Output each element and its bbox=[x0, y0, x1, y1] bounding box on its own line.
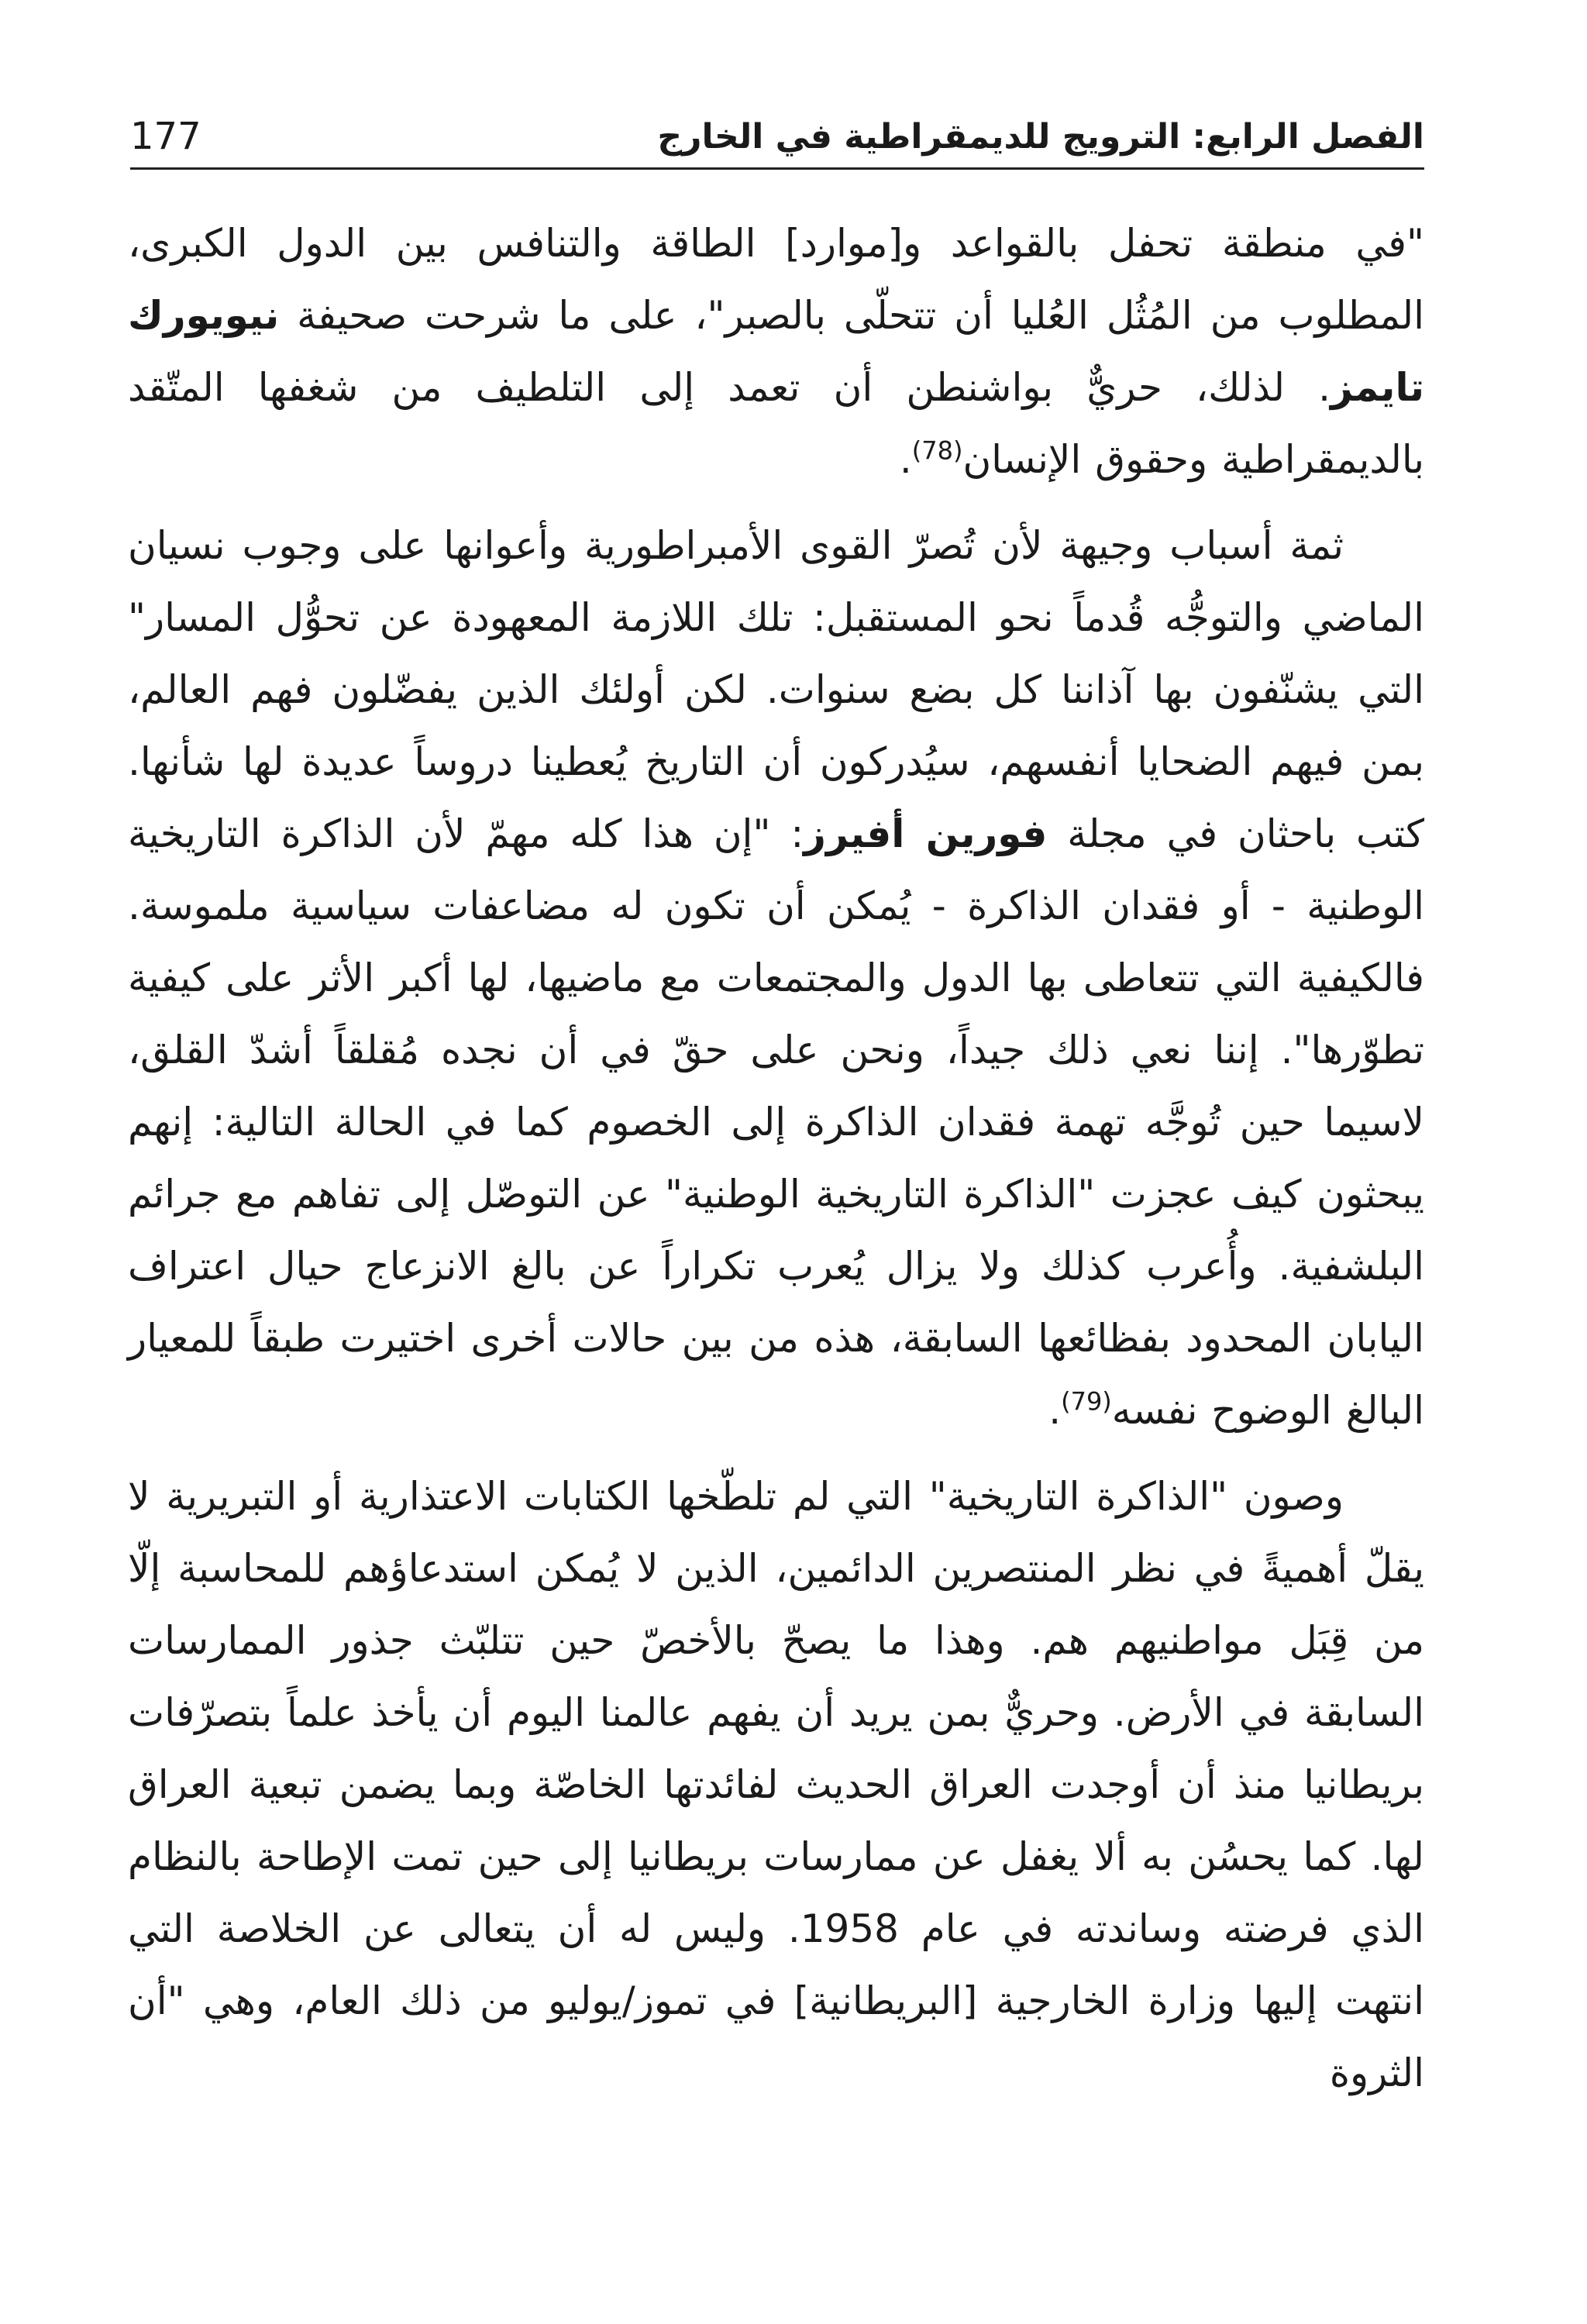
footnote-ref-79: (79) bbox=[1061, 1386, 1112, 1417]
page-number: 177 bbox=[130, 115, 201, 158]
paragraph-2-text-c: : "إن هذا كله مهمّ لأن الذاكرة التاريخية الوطنية - أو فقدان الذاكرة - يُمكن أن تكون له مضاعفات سياسية ملموسة. فالكيفية التي تتعاطى بها الدول والمجتمعات مع ماضيها، لها أكبر الأثر على كيفية تطوّرها". إننا نعي ذلك جيداً، ونحن على حقّ في أن نجده مُقلقاً أشدّ القلق، لاسيما حين تُوجَّه تهمة فقدان الذاكرة إلى الخصوم كما في الحالة التالية: إنهم يبحثون كيف عجزت "الذاكرة التاريخية الوطنية" عن التوصّل إلى تفاهم مع جرائم البلشفية. وأُعرب كذلك ولا يزال يُعرب تكراراً عن بالغ الانزعاج حيال اعتراف اليابان المحدود بفظائعها السابقة، هذه من بين حالات أخرى اختيرت طبقاً للمعيار البالغ الوضوح نفسه bbox=[128, 811, 1424, 1433]
paragraph-2-text-a: ثمة أسباب وجيهة لأن تُصرّ القوى الأمبراطورية وأعوانها على وجوب نسيان الماضي والتوجُّه قُدماً نحو المستقبل: تلك اللازمة المعهودة عن تحوُّل المسار" التي يشنّفون بها آذاننا كل بضع سنوات. لكن أولئك الذين يفضّلون فهم العالم، بمن فيهم الضحايا أنفسهم، سيُدركون أن التاريخ يُعطينا دروساً عديدة لها شأنها. كتب باحثان في مجلة bbox=[128, 523, 1424, 856]
paragraph-2 bbox=[128, 510, 1424, 1447]
paragraph-2-end: . bbox=[1048, 1388, 1062, 1433]
paragraph-1-text-c: . لذلك، حريٌّ بواشنطن أن تعمد إلى التلطيف من شغفها المتّقد بالديمقراطية وحقوق الإنسان bbox=[128, 365, 1424, 482]
paragraph-1-text-a: "في منطقة تحفل بالقواعد و[موارد] الطاقة والتنافس بين الدول الكبرى، المطلوب من المُثُل العُليا أن تتحلّى بالصبر"، على ما شرحت صحيفة bbox=[128, 221, 1424, 338]
paragraph-1-end: . bbox=[899, 437, 912, 482]
chapter-title: الفصل الرابع: الترويج للديمقراطية في الخارج bbox=[657, 117, 1424, 157]
magazine-name: فورين أفيرز bbox=[804, 811, 1048, 856]
footnote-ref-78: (78) bbox=[911, 436, 963, 466]
body-text bbox=[128, 208, 1424, 2109]
paragraph-1 bbox=[128, 208, 1424, 496]
running-header bbox=[130, 105, 1424, 170]
paragraph-3: وصون "الذاكرة التاريخية" التي لم تلطّخها الكتابات الاعتذارية أو التبريرية لا يقلّ أهميةً في نظر المنتصرين الدائمين، الذين لا يُمكن استدعاؤهم للمحاسبة إلّا من قِبَل مواطنيهم هم. وهذا ما يصحّ بالأخصّ حين تتلبّث جذور الممارسات السابقة في الأرض. وحريٌّ بمن يريد أن يفهم عالمنا اليوم أن يأخذ علماً بتصرّفات بريطانيا منذ أن أوجدت العراق الحديث لفائدتها الخاصّة وبما يضمن تبعية العراق لها. كما يحسُن به ألا يغفل عن ممارسات بريطانيا إلى حين تمت الإطاحة بالنظام الذي فرضته وساندته في عام 1958. وليس له أن يتعالى عن الخلاصة التي انتهت إليها وزارة الخارجية [البريطانية] في تموز/يوليو من ذلك العام، وهي "أن الثروة bbox=[128, 1474, 1424, 2095]
newspaper-name: نيويورك تايمز bbox=[128, 293, 1424, 410]
